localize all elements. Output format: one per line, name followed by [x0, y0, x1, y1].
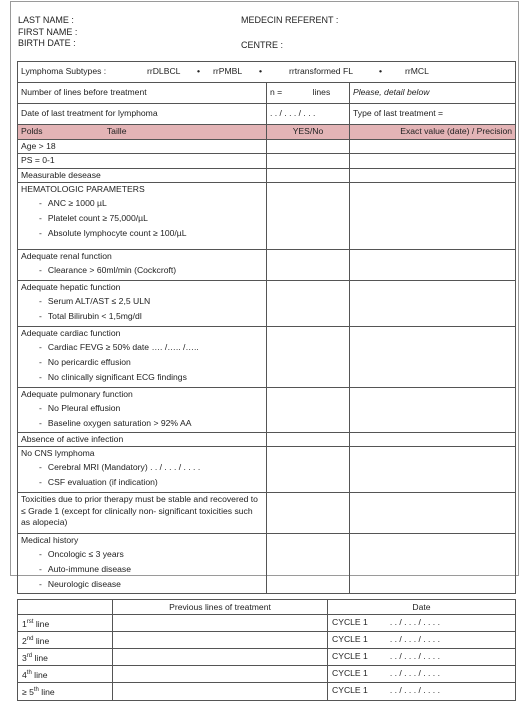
dash-marker: - — [39, 417, 42, 428]
criteria-cell — [18, 534, 267, 594]
criteria-cell — [18, 388, 267, 433]
dash-marker: - — [39, 341, 42, 352]
exact-value-cell[interactable] — [350, 447, 516, 493]
line-number-cell — [18, 632, 113, 649]
criteria-subitem-label: No clinically significant ECG findings — [47, 371, 187, 382]
criteria-subitem-label: Absolute lymphocyte count ≥ 100/µL — [47, 227, 187, 238]
line-word: line — [33, 636, 50, 647]
cycle-date-cell[interactable] — [328, 632, 516, 649]
column-header-row — [18, 125, 516, 140]
criteria-title: Adequate renal function — [21, 251, 112, 261]
criteria-row — [18, 447, 516, 493]
criteria-title: Medical history — [21, 535, 79, 545]
exact-value-cell[interactable] — [350, 534, 516, 594]
yesno-cell[interactable] — [267, 154, 350, 169]
treatment-cell[interactable] — [113, 666, 328, 683]
cycle-label: CYCLE 1 — [332, 651, 368, 662]
taille-header: Taille — [106, 126, 127, 136]
cycle-date-cell[interactable] — [328, 683, 516, 700]
dash-marker: - — [39, 371, 42, 382]
subtypes-label: Lymphoma Subtypes : — [21, 66, 107, 77]
criteria-subitem — [21, 226, 263, 241]
exact-value-cell[interactable] — [350, 183, 516, 250]
exact-value-cell[interactable] — [350, 327, 516, 388]
criteria-row — [18, 250, 516, 281]
yesno-cell[interactable] — [267, 139, 350, 154]
exact-value-header: Exact value (date) / Precision — [350, 125, 516, 140]
line-ordinal-suffix: th — [26, 670, 32, 677]
cycle-date[interactable]: . . / . . . / . . . . — [389, 634, 440, 645]
treatment-cell[interactable] — [113, 632, 328, 649]
criteria-subitem-label: ANC ≥ 1000 µL — [47, 197, 107, 208]
yesno-cell[interactable] — [267, 534, 350, 594]
criteria-cell — [18, 327, 267, 388]
exact-value-cell[interactable] — [350, 388, 516, 433]
criteria-subitem-label: No pericardic effusion — [47, 356, 131, 367]
subtype-dlbcl[interactable]: rrDLBCL — [147, 66, 181, 77]
criteria-cell — [18, 493, 267, 534]
treatment-line-row — [18, 666, 516, 683]
lines-label: Number of lines before treatment — [18, 83, 267, 104]
subtype-pmbl[interactable]: rrPMBL — [213, 66, 243, 77]
criteria-cell — [18, 447, 267, 493]
bullet-icon: • — [259, 66, 263, 77]
criteria-title: Adequate pulmonary function — [21, 389, 133, 399]
criteria-subitem — [21, 562, 263, 577]
yesno-cell[interactable] — [267, 250, 350, 281]
criteria-title: No CNS lymphoma — [21, 448, 95, 458]
cycle-date[interactable]: . . / . . . / . . . . — [389, 668, 440, 679]
criteria-subitem-label: Cerebral MRI (Mandatory) . . / . . . / . . . . — [47, 461, 201, 472]
bullet-icon: • — [197, 66, 201, 77]
dash-marker: - — [39, 310, 42, 321]
treatment-cell[interactable] — [113, 649, 328, 666]
criteria-subitem — [21, 416, 263, 431]
line-word: line — [33, 619, 50, 630]
criteria-title: HEMATOLOGIC PARAMETERS — [21, 184, 145, 194]
centre-field[interactable]: CENTRE : — [241, 40, 284, 50]
dash-marker: - — [39, 356, 42, 367]
line-ordinal-suffix: nd — [26, 636, 34, 643]
cycle-label: CYCLE 1 — [332, 617, 368, 628]
cycle-label: CYCLE 1 — [332, 634, 368, 645]
line-number-cell — [18, 649, 113, 666]
criteria-subitem-label: CSF evaluation (if indication) — [47, 476, 158, 487]
line-number-cell — [18, 666, 113, 683]
criteria-row — [18, 388, 516, 433]
criteria-row — [18, 534, 516, 594]
line-number: 3 — [22, 653, 27, 664]
yesno-cell[interactable] — [267, 493, 350, 534]
criteria-subitem-label: Neurologic disease — [47, 578, 121, 589]
treatment-line-row — [18, 649, 516, 666]
yesno-cell[interactable] — [267, 327, 350, 388]
criteria-subitem — [21, 263, 263, 278]
dash-marker: - — [39, 212, 42, 223]
line-word: line — [38, 687, 55, 698]
yesno-cell[interactable] — [267, 183, 350, 250]
polds-header: Polds — [21, 126, 43, 136]
criteria-subitem-label: No Pleural effusion — [47, 402, 121, 413]
criteria-subitem — [21, 401, 263, 416]
criteria-title: Adequate hepatic function — [21, 282, 121, 292]
previous-lines-header-label: Previous lines of treatment — [113, 600, 328, 615]
criteria-subitem — [21, 475, 263, 490]
lines-unit: lines — [312, 87, 331, 98]
criteria-row — [18, 327, 516, 388]
criteria-subitem — [21, 211, 263, 226]
criteria-subitem-label: Platelet count ≥ 75,000/µL — [47, 212, 148, 223]
treatment-line-row — [18, 615, 516, 632]
last-treatment-label: Date of last treatment for lymphoma — [18, 104, 267, 125]
criteria-subitem-label: Serum ALT/AST ≤ 2,5 ULN — [47, 295, 151, 306]
criteria-row — [18, 432, 516, 447]
line-number: 4 — [22, 670, 27, 681]
date-header: Date — [328, 600, 516, 615]
line-ordinal-suffix: th — [33, 687, 39, 694]
criteria-row — [18, 168, 516, 183]
subtype-transformed-fl[interactable]: rrtransformed FL — [289, 66, 353, 77]
criteria-subitem — [21, 294, 263, 309]
criteria-subitem-label: Cardiac FEVG ≥ 50% date …. /….. /….. — [47, 341, 199, 352]
n-label: n = — [270, 87, 283, 98]
criteria-cell — [18, 250, 267, 281]
birth-date-field[interactable]: BIRTH DATE : — [18, 38, 76, 48]
criteria-subitem-label: Baseline oxygen saturation > 92% AA — [47, 417, 192, 428]
last-treatment-type[interactable]: Type of last treatment = — [350, 104, 516, 125]
yesno-cell[interactable] — [267, 432, 350, 447]
criteria-subitem — [21, 460, 263, 475]
criteria-title: Absence of active infection — [21, 433, 124, 444]
criteria-title: Measurable desease — [21, 169, 101, 180]
exact-value-cell[interactable] — [350, 432, 516, 447]
subtypes-row — [18, 62, 516, 83]
line-number: 2 — [22, 636, 27, 647]
criteria-subitem — [21, 370, 263, 385]
criteria-subitem — [21, 577, 263, 592]
dash-marker: - — [39, 197, 42, 208]
dash-marker: - — [39, 548, 42, 559]
criteria-row — [18, 154, 516, 169]
criteria-subitem-label: Oncologic ≤ 3 years — [47, 548, 124, 559]
criteria-subitem-label: Total Bilirubin < 1,5mg/dl — [47, 310, 142, 321]
cycle-date-cell[interactable] — [328, 615, 516, 632]
criteria-cell — [18, 168, 267, 183]
yesno-cell[interactable] — [267, 447, 350, 493]
cycle-date[interactable]: . . / . . . / . . . . — [389, 651, 440, 662]
lines-row — [18, 83, 516, 104]
bullet-icon: • — [379, 66, 383, 77]
last-treatment-date[interactable]: . . / . . . / . . . — [267, 104, 350, 125]
dash-marker: - — [39, 402, 42, 413]
criteria-subitem — [21, 196, 263, 211]
cycle-label: CYCLE 1 — [332, 668, 368, 679]
line-number-cell — [18, 683, 113, 700]
dash-marker: - — [39, 264, 42, 275]
criteria-title: Adequate cardiac function — [21, 328, 121, 338]
cycle-date[interactable]: . . / . . . / . . . . — [389, 685, 440, 696]
treatment-line-row — [18, 683, 516, 700]
criteria-row — [18, 493, 516, 534]
last-name-field[interactable]: LAST NAME : — [18, 15, 74, 25]
line-number: 1 — [22, 619, 27, 630]
criteria-cell — [18, 281, 267, 327]
criteria-cell — [18, 183, 267, 250]
yesno-header: YES/No — [267, 125, 350, 140]
line-ordinal-suffix: rd — [26, 653, 33, 660]
criteria-cell — [18, 154, 267, 169]
previous-lines-header — [18, 600, 516, 615]
exact-value-cell[interactable] — [350, 250, 516, 281]
line-ordinal-suffix: rst — [26, 619, 34, 626]
dash-marker: - — [39, 461, 42, 472]
exact-value-cell[interactable] — [350, 168, 516, 183]
line-word: line — [32, 653, 48, 664]
yesno-cell[interactable] — [267, 388, 350, 433]
patient-header — [18, 15, 77, 50]
dash-marker: - — [39, 476, 42, 487]
subtype-mcl[interactable]: rrMCL — [405, 66, 429, 77]
line-number: ≥ 5 — [22, 687, 34, 698]
criteria-subitem — [21, 340, 263, 355]
criteria-subitem-label: Auto-immune disease — [47, 563, 131, 574]
criteria-subitem — [21, 309, 263, 324]
cycle-date[interactable]: . . / . . . / . . . . — [389, 617, 440, 628]
exact-value-cell[interactable] — [350, 281, 516, 327]
dash-marker: - — [39, 578, 42, 589]
line-number-cell — [18, 615, 113, 632]
dash-marker: - — [39, 295, 42, 306]
dash-marker: - — [39, 563, 42, 574]
criteria-cell — [18, 432, 267, 447]
treatment-cell[interactable] — [113, 615, 328, 632]
detail-note: Please, detail below — [350, 83, 516, 104]
cycle-date-cell[interactable] — [328, 649, 516, 666]
criteria-title: Toxicities due to prior therapy must be stable and recovered to ≤ Grade 1 (except for clinically non- significant toxicities such as alopecia) — [21, 494, 258, 527]
exact-value-cell[interactable] — [350, 139, 516, 154]
last-treatment-row — [18, 104, 516, 125]
yesno-cell[interactable] — [267, 281, 350, 327]
criteria-cell — [18, 139, 267, 154]
line-word: line — [31, 670, 48, 681]
exact-value-cell[interactable] — [350, 154, 516, 169]
criteria-subitem — [21, 547, 263, 562]
eligibility-table — [17, 61, 516, 594]
exact-value-cell[interactable] — [350, 493, 516, 534]
previous-lines-table — [17, 599, 516, 701]
treatment-line-row — [18, 632, 516, 649]
cycle-date-cell[interactable] — [328, 666, 516, 683]
criteria-subitem-label: Clearance > 60ml/min (Cockcroft) — [47, 264, 177, 275]
medecin-field[interactable]: MEDECIN REFERENT : — [241, 15, 339, 25]
yesno-cell[interactable] — [267, 168, 350, 183]
criteria-row — [18, 139, 516, 154]
criteria-subitem — [21, 355, 263, 370]
treatment-cell[interactable] — [113, 683, 328, 700]
criteria-title: Age > 18 — [21, 140, 56, 151]
dash-marker: - — [39, 227, 42, 238]
criteria-title: PS = 0-1 — [21, 155, 55, 165]
first-name-field[interactable]: FIRST NAME : — [18, 26, 78, 37]
criteria-row — [18, 183, 516, 250]
lines-header-blank — [18, 600, 113, 615]
criteria-row — [18, 281, 516, 327]
cycle-label: CYCLE 1 — [332, 685, 368, 696]
lines-count-cell[interactable] — [267, 83, 350, 104]
